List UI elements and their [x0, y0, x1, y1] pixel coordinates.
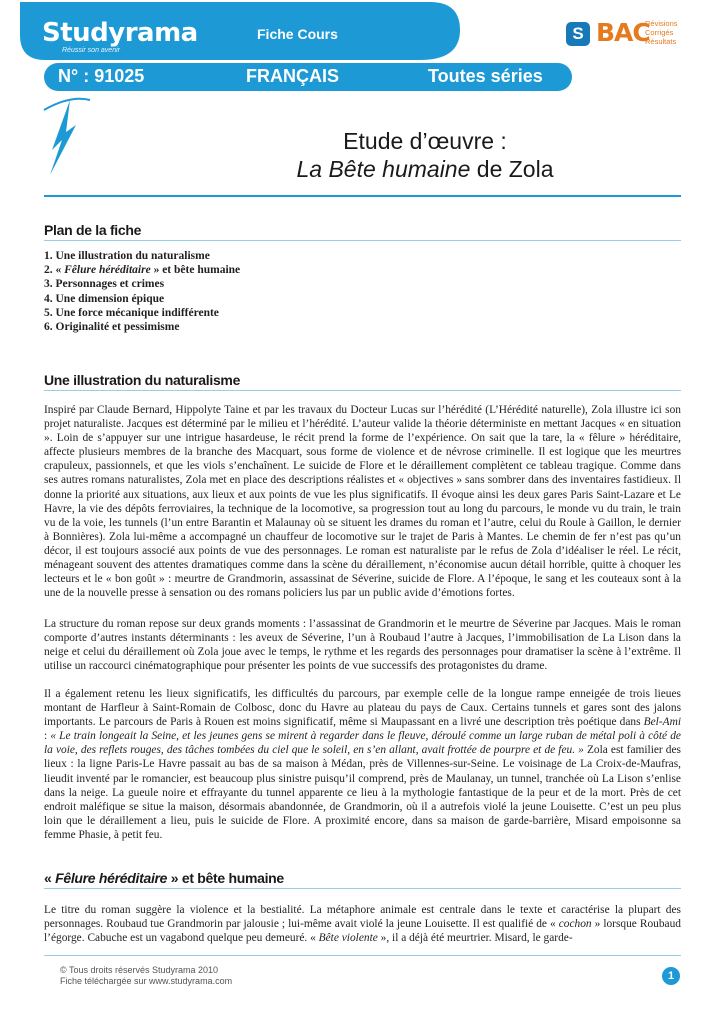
plan-item: 6. Originalité et pessimisme	[44, 321, 180, 334]
plan-heading: Plan de la fiche	[44, 222, 142, 238]
maupassant-quote: « Le train longeait la Seine, et les jeunes gens se mirent à regarder dans le fleuve, déroulé comme un large ruban de métal poli à côté de la voie, des reflets rouges, des tâches tombées du ciel que le soleil, en s’en allant, avait frottée de pourpre et de feu. »	[44, 730, 681, 757]
section2-paragraph1: Le titre du roman suggère la violence et la bestialité. La métaphore animale est centrale dans le texte et caractérise la plupart des personnages. Roubaud tue Grandmorin par jalousie ; lui-même avait violé la jeune Louisette. Il est qualifié de « cochon » lorsque Roubaud l’égorge. Cabuche est un vagabond quelque peu demeuré. « Bête violente », il a déjà été meurtrier. Misard, le garde-	[44, 904, 681, 945]
section1-paragraph1: Inspiré par Claude Bernard, Hippolyte Taine et par les travaux du Docteur Lucas sur l’hérédité (L’Hérédité naturelle), Zola illustre ici son projet naturaliste. Jacques est déterminé par le milieu et l’hérédité. L’auteur valide la théorie déterministe en mettant Jacques « en situation ». Loin de s’appuyer sur une intrigue hasardeuse, le récit prend la forme de l’expérience. On sait que la tare, la « fêlure » héréditaire, affecte plusieurs membres de la branche des Macquart, sous forme de violence et de névrose criminelle. Il est logique que les meurtres crapuleux, passionnels, et que les viols s’enchaînent. Le suicide de Flore et le déraillement complètent ce tableau tragique. Comme dans ses autres romans naturalistes, Zola met en place des descriptions réalistes et « objectives » sans sombrer dans des inventaires fastidieux. Il donne la priorité aux situations, aux lieux et aux points de vue les plus significatifs. Il évoque ainsi les deux gares Paris Saint-Lazare et Le Havre, la vie des dépôts ferroviaires, la technique de la locomotive, sa progression tout au long du parcours, le monde vu du train, le train vu de la voie, les tunnels (l’un entre Barantin et Malaunay où se situent les drames du roman et l’autre, celui du Roule à Gaillon, le dernier à Bonnières). Zola lui-même a accompagné un chauffeur de locomotive sur le trajet de Paris à Mantes. Le chemin de fer n’est pas qu’un décor, il est toujours associé aux points de vue des personnages. Le roman est naturaliste par le refus de Zola d’idéaliser le réel. Le récit, ménageant souvent des attentes dramatiques comme dans la scène du déraillement, n’économise aucun détail horrible, quitte à choquer les lecteurs et le « bon goût » : meurtre de Grandmorin, assassinat de Séverine, suicide de Flore. A l’époque, le sang et les couteaux sont à la une de la nouvelle presse à sensation ou des romans policiers lus par un public avide d’émotions fortes.	[44, 404, 681, 600]
bac-s-icon: S	[566, 22, 590, 46]
title-line2	[200, 155, 650, 183]
brand-name: Studyrama	[42, 18, 198, 48]
title-work: La Bête humaine	[296, 156, 471, 182]
page-title	[200, 127, 650, 183]
plan-item: 1. Une illustration du naturalisme	[44, 250, 210, 262]
plan-item: 5. Une force mécanique indifférente	[44, 306, 219, 319]
bac-tag-corriges: Corrigés	[645, 28, 674, 37]
subject-label: FRANÇAIS	[246, 66, 339, 86]
bac-tag-revisions: Révisions	[645, 19, 678, 28]
plan-item: 4. Une dimension épique	[44, 292, 165, 305]
bac-logo: BAC	[596, 18, 650, 47]
plan-item: 2. « Fêlure héréditaire » et bête humaine	[44, 264, 241, 277]
bac-tag-resultats: Résultats	[645, 37, 677, 46]
section1-paragraph2: La structure du roman repose sur deux grands moments : l’assassinat de Grandmorin et le meurtre de Séverine par Jacques. Mais le roman comporte d’autres instants déterminants : les aveux de Séverine, l’un à Roubaud l’autre à Jacques, l’immobilisation de La Lison dans la neige et celui du déraillement où Zola joue avec le temps, le rythme et les regards des personnages pour dramatiser la scène à l’extrême. Il utilise un raccourci cinématographique pour présenter les points de vue successifs des protagonistes du drame.	[44, 618, 681, 673]
bac-tagline	[645, 19, 678, 46]
fiche-number: N° : 91025	[58, 66, 145, 86]
section2-divider	[44, 888, 681, 889]
plan-list	[44, 249, 240, 334]
page-number: 1	[662, 967, 680, 985]
title-divider	[44, 195, 681, 197]
belami-title: Bel-Ami	[643, 716, 681, 729]
copyright: © Tous droits réservés Studyrama 2010	[60, 965, 219, 975]
download-source: Fiche téléchargée sur www.studyrama.com	[60, 976, 233, 986]
series-label: Toutes séries	[428, 66, 543, 86]
brand-tagline: Réussir son avenir	[62, 47, 120, 54]
section1-paragraph3: Il a également retenu les lieux significatifs, les difficultés du parcours, par exemple celle de la longue rampe enneigée de trois lieues montant de Harfleur à Saint-Romain de Colbosc, donc du Havre au plateau du pays de Caux. Certains tunnels et gares sont des jalons importants. Le parcours de Paris à Rouen est moins significatif, même si Maupassant en a livré une description très poétique dans Bel-Ami : « Le train longeait la Seine, et les jeunes gens se mirent à regarder dans le fleuve, déroulé comme un large ruban de métal poli à côté de la voie, des reflets rouges, des tâches tombées du ciel que le soleil, en s’en allant, avait frottée de pourpre et de feu. » Zola est familier des lieux : la ligne Paris-Le Havre passait au bas de sa maison à Médan, près de Villennes-sur-Seine. Le voisinage de La Croix-de-Maufras, lieudit inventé par le romancier, est beaucoup plus sinistre puisqu’il comprend, près de Maulanay, un tunnel, tranchée où La Lison s’enlise dans la neige. La gueule noire et effrayante du tunnel apparente ce lieu à la mythologie fantastique de la peur et de la mort. Près de cet endroit maléfique se situe la maison, désormais abandonnée, de Grandmorin, où il a autrefois violé la jeune Louisette. C’est un peu plus loin que le déraillement a lieu, puis le suicide de Flore. A proximité encore, dans sa maison de garde-barrière, Misard empoisonne sa femme Phasie, à petit feu.	[44, 688, 681, 841]
section1-divider	[44, 390, 681, 391]
plan-item: 3. Personnages et crimes	[44, 278, 165, 291]
section2-heading: « Fêlure héréditaire » et bête humaine	[44, 870, 284, 886]
section1-heading: Une illustration du naturalisme	[44, 372, 241, 388]
plan-item-italic: Fêlure héréditaire	[64, 264, 151, 277]
footer	[60, 965, 232, 987]
fiche-label: Fiche Cours	[257, 26, 338, 42]
title-line1: Etude d’œuvre :	[343, 128, 507, 154]
footer-divider	[44, 955, 681, 956]
title-author: de Zola	[470, 156, 554, 182]
plan-divider	[44, 240, 681, 241]
